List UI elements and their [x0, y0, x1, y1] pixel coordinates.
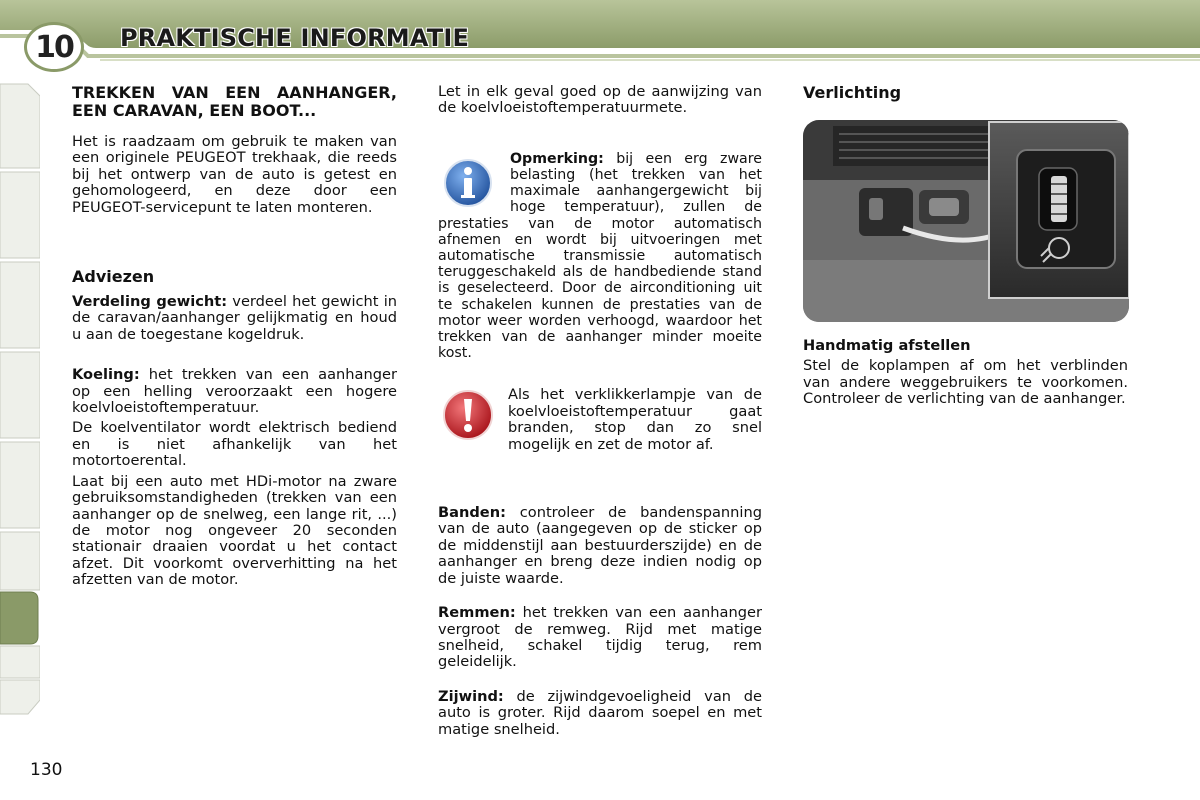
weight-text: verdeel het gewicht in de caravan/aanhanger gelijkmatig en houd u aan de toegestane kogeldruk. — [72, 293, 398, 343]
wind-paragraph — [438, 689, 762, 738]
headlamp-adjuster-photo — [803, 120, 1129, 322]
temp-paragraph: Let in elk geval goed op de aanwijzing van de koelvloeistoftemperatuurmete. — [438, 83, 762, 117]
warning-paragraph: Als het verklikkerlampje van de koelvloeistoftemperatuur gaat branden, stop dan zo snel mogelijk en zet de motor af. — [508, 386, 762, 453]
intro-paragraph: Het is raadzaam om gebruik te maken van een originele PEUGEOT trekhaak, die reeds bij het ontwerp van de auto is getest en gehomologeerd, en deze door een PEUGEOT-servicepunt te laten monteren. — [72, 133, 397, 216]
warning-icon — [440, 387, 496, 443]
hdi-paragraph: Laat bij een auto met HDi-motor na zware gebruiksomstandigheden (trekken van een aanhanger op de snelweg, een lange rit, ...) de motor nog ongeveer 20 seconden stationair draaien voordat u het contact afzet. Dit voorkomt oververhitting na het afzetten van de motor. — [72, 472, 397, 589]
info-icon — [442, 157, 494, 209]
tyres-paragraph — [438, 505, 762, 587]
tyres-label: Banden: — [438, 504, 506, 522]
brakes-paragraph — [438, 605, 762, 671]
cooling-label: Koeling: — [72, 366, 140, 384]
lighting-paragraph: Stel de koplampen af om het verblinden van andere weggebruikers te voorkomen. Controleer de verlichting van de aanhanger. — [803, 357, 1128, 408]
brakes-label: Remmen: — [438, 604, 516, 622]
cooling-paragraph — [72, 367, 397, 416]
note-text: bij een erg zware belasting (het trekken van het maximale aanhangergewicht bij hoge temperatuur), zullen de prestaties van de motor automatisch afnemen en wordt bij uitvoeringen met automatische transmissie automatisch teruggeschakeld als de handbediende stand is geselecteerd. Door de airconditioning uit te schakelen kunnen de prestaties van de motor weer worden verhoogd, waardoor het trekken van de aanhanger minder moeite kost. — [438, 150, 762, 362]
side-tab-strip — [0, 80, 40, 720]
weight-label: Verdeling gewicht: — [72, 293, 228, 311]
cooling-text: het trekken van een aanhanger op een helling veroorzaakt een hogere koelvloeistoftemperatuur. — [72, 366, 397, 417]
brakes-text: het trekken van een aanhanger vergroot de remweg. Rijd met matige snelheid, schakel tijdig terug, rem geleidelijk. — [438, 604, 762, 671]
page-number: 130 — [30, 760, 63, 780]
wind-label: Zijwind: — [438, 687, 504, 705]
fan-paragraph: De koelventilator wordt elektrisch bediend en is niet afhankelijk van het motortoerental. — [72, 419, 397, 470]
chapter-number-badge: 10 — [24, 22, 84, 72]
column-2 — [438, 84, 762, 738]
chapter-title: PRAKTISCHE INFORMATIE — [120, 24, 470, 52]
column-3 — [803, 84, 1128, 408]
adviezen-heading: Adviezen — [72, 267, 155, 287]
note-block — [438, 151, 762, 362]
manual-adjust-heading: Handmatig afstellen — [803, 337, 971, 354]
tyres-text: controleer de bandenspanning van de auto (aangegeven op de sticker op de middenstijl aan bestuurderszijde) en de aanhanger en breng deze indien nodig op de juiste waarde. — [438, 504, 762, 587]
page-header — [0, 0, 1200, 70]
warning-block — [438, 387, 762, 453]
lighting-heading: Verlichting — [803, 83, 902, 102]
note-label: Opmerking: — [510, 150, 604, 167]
column-1 — [72, 84, 397, 589]
weight-paragraph — [72, 294, 397, 343]
section-title: TREKKEN VAN EEN AANHANGER, EEN CARAVAN, EEN BOOT... — [72, 83, 397, 120]
wind-text: de zijwindgevoeligheid van de auto is groter. Rijd daarom soepel en met matige snelheid. — [438, 687, 762, 738]
